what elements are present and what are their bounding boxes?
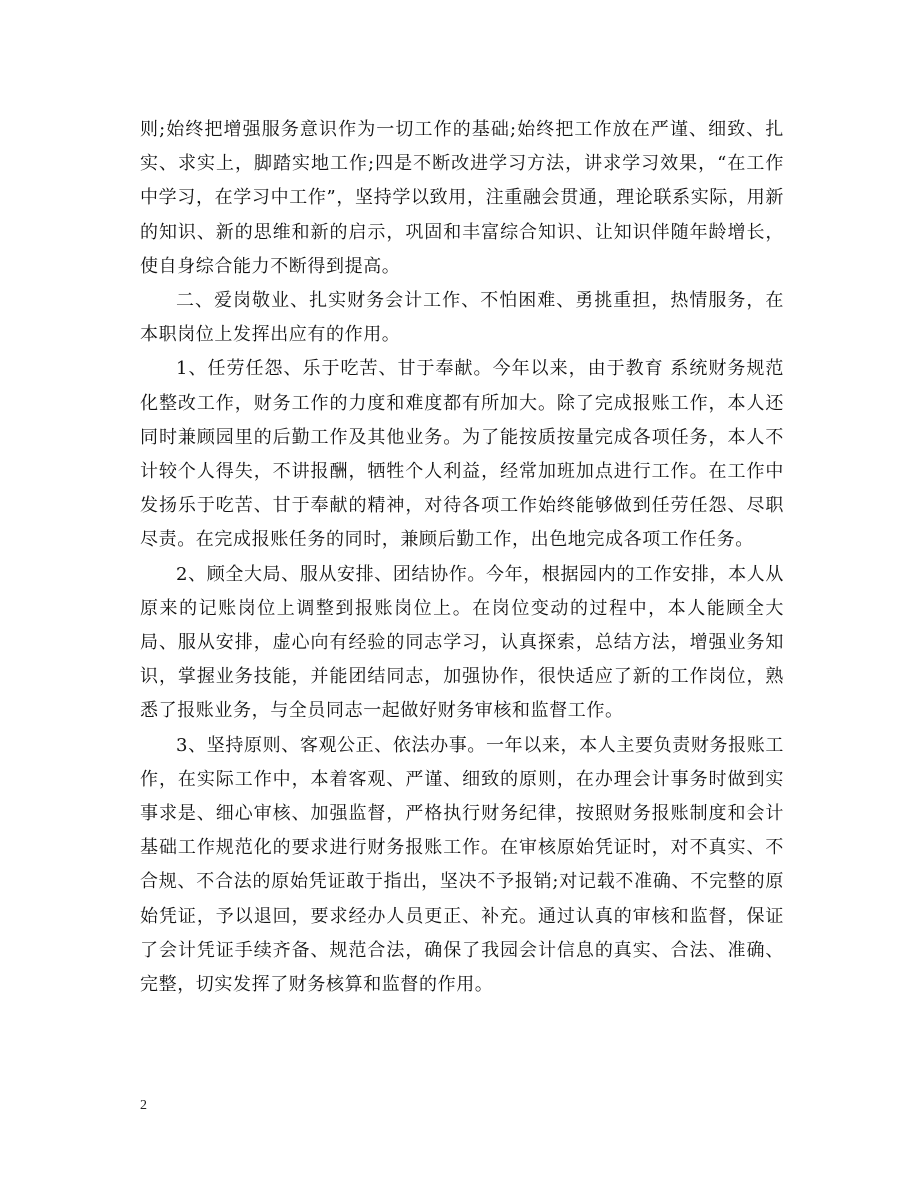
paragraph-item-2: 2、顾全大局、服从安排、团结协作。今年，根据园内的工作安排，本人从原来的记账岗位上调整到报账岗位上。在岗位变动的过程中，本人能顾全大局、服从安排，虚心向有经验的同志学习，认真探索，总结方法，增强业务知识，掌握业务技能，并能团结同志，加强协作，很快适应了新的工作岗位，熟悉了报账业务，与全员同志一起做好财务审核和监督工作。: [140, 563, 784, 722]
paragraph-item-1: 1、任劳任怨、乐于吃苦、甘于奉献。今年以来，由于教育 系统财务规范化整改工作，财务工作的力度和难度都有所加大。除了完成报账工作，本人还同时兼顾园里的后勤工作及其他业务。为了能按质按量完成各项任务，本人不计较个人得失，不讲报酬，牺牲个人利益，经常加班加点进行工作。在工作中发扬乐于吃苦、甘于奉献的精神，对待各项工作始终能够做到任劳任怨、尽职尽责。在完成报账任务的同时，兼顾后勤工作，出色地完成各项工作任务。: [140, 358, 784, 551]
paragraph-item-3: 3、坚持原则、客观公正、依法办事。一年以来，本人主要负责财务报账工作，在实际工作中，本着客观、严谨、细致的原则，在办理会计事务时做到实事求是、细心审核、加强监督，严格执行财务纪律，按照财务报账制度和会计基础工作规范化的要求进行财务报账工作。在审核原始凭证时，对不真实、不合规、不合法的原始凭证敢于指出，坚决不予报销;对记载不准确、不完整的原始凭证，予以退回，要求经办人员更正、补充。通过认真的审核和监督，保证了会计凭证手续齐备、规范合法，确保了我园会计信息的真实、合法、准确、完整，切实发挥了财务核算和监督的作用。: [140, 734, 784, 996]
paragraph-continued: 则;始终把增强服务意识作为一切工作的基础;始终把工作放在严谨、细致、扎实、求实上，脚踏实地工作;四是不断改进学习方法，讲求学习效果，“在工作中学习，在学习中工作”，坚持学以致用，注重融会贯通，理论联系实际，用新的知识、新的思维和新的启示，巩固和丰富综合知识、让知识伴随年龄增长，使自身综合能力不断得到提高。: [140, 119, 784, 277]
document-body: [140, 113, 784, 1002]
page-number: 2: [140, 1098, 147, 1113]
paragraph-section-2: 二、爱岗敬业、扎实财务会计工作、不怕困难、勇挑重担，热情服务，在本职岗位上发挥出应有的作用。: [140, 290, 784, 346]
